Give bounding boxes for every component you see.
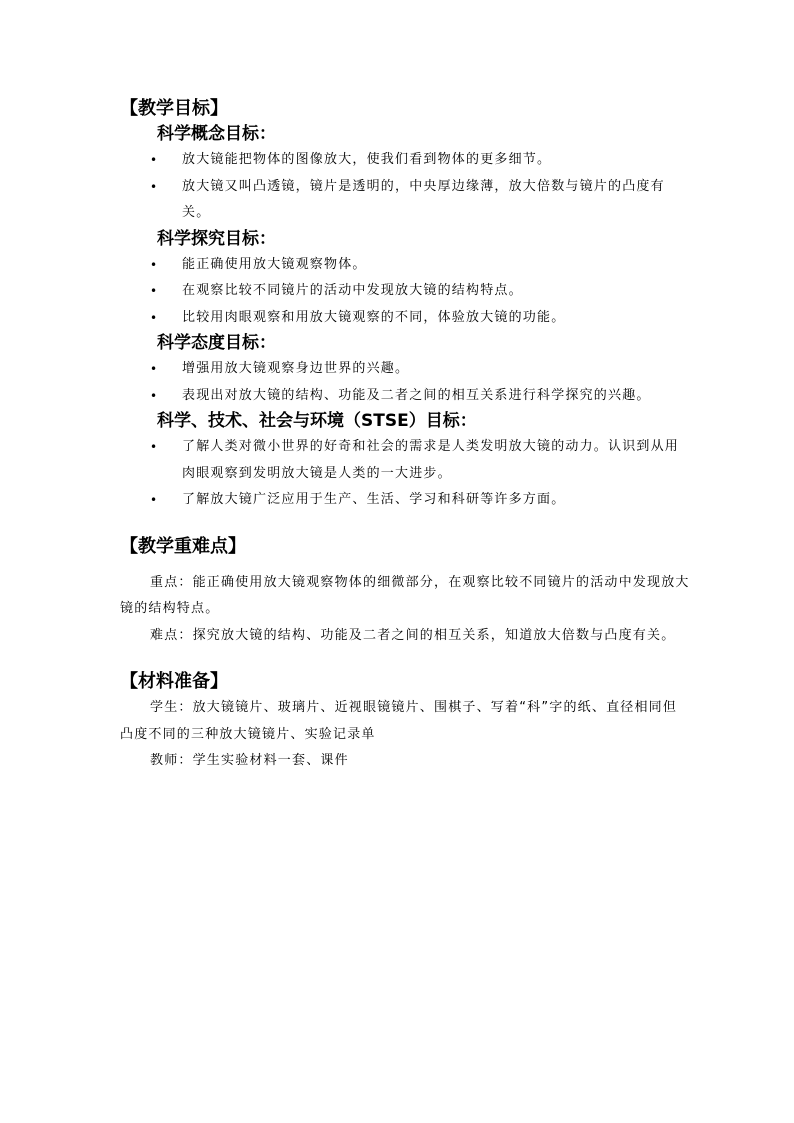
list-item: • 能正确使用放大镜观察物体。 [120,252,690,279]
teacher-materials-paragraph: 教师：学生实验材料一套、课件 [150,753,349,768]
objective-list-attitude [120,356,690,409]
student-materials-paragraph: 学生：放大镜镜片、玻璃片、近视眼镜镜片、围棋子、写着“科”字的纸、直径相同但凸度不同的三种放大镜镜片、实验记录单 [120,700,678,742]
list-item: • 增强用放大镜观察身边世界的兴趣。 [120,356,690,383]
list-item: • 表现出对放大镜的结构、功能及二者之间的相互关系进行科学探究的兴趣。 [120,383,690,410]
section-heading-keypoints: 【教学重难点】 [120,535,246,557]
bullet-icon: • [150,284,158,298]
objective-title-stse: 科学、技术、社会与环境（STSE）目标： [157,411,477,431]
list-item: • 放大镜能把物体的图像放大，使我们看到物体的更多细节。 [120,147,690,174]
bullet-icon: • [150,153,158,167]
bullet-icon: • [150,362,158,376]
objective-title-inquiry: 科学探究目标： [157,228,276,249]
section-heading-materials: 【材料准备】 [120,671,228,692]
bullet-icon: • [150,310,158,325]
list-item: • 了解人类对微小世界的好奇和社会的需求是人类发明放大镜的动力。认识到从用肉眼观察到发明放大镜是人类的一大进步。 [120,434,690,487]
list-item: • 在观察比较不同镜片的活动中发现放大镜的结构特点。 [120,278,690,305]
list-item: • 比较用肉眼观察和用放大镜观察的不同，体验放大镜的功能。 [120,305,690,332]
list-item: • 放大镜又叫凸透镜，镜片是透明的，中央厚边缘薄，放大倍数与镜片的凸度有关。 [120,174,690,227]
section-heading-objectives: 【教学目标】 [120,98,228,119]
document-page [120,96,690,775]
difficulty-paragraph: 难点：探究放大镜的结构、功能及二者之间的相互关系，知道放大倍数与凸度有关。 [150,627,676,643]
bullet-icon: • [150,179,158,194]
keypoint-paragraph: 重点：能正确使用放大镜观察物体的细微部分，在观察比较不同镜片的活动中发现放大镜的结构特点。 [120,574,690,616]
objective-list-concept [120,147,690,227]
bullet-icon: • [150,493,158,507]
objective-title-concept: 科学概念目标： [157,124,276,144]
list-item: • 了解放大镜广泛应用于生产、生活、学习和科研等许多方面。 [120,487,690,514]
bullet-icon: • [150,388,158,403]
bullet-icon: • [150,257,158,272]
objective-list-stse [120,434,690,514]
objective-list-inquiry [120,252,690,332]
objective-title-attitude: 科学态度目标： [157,333,276,353]
bullet-icon: • [150,440,158,454]
